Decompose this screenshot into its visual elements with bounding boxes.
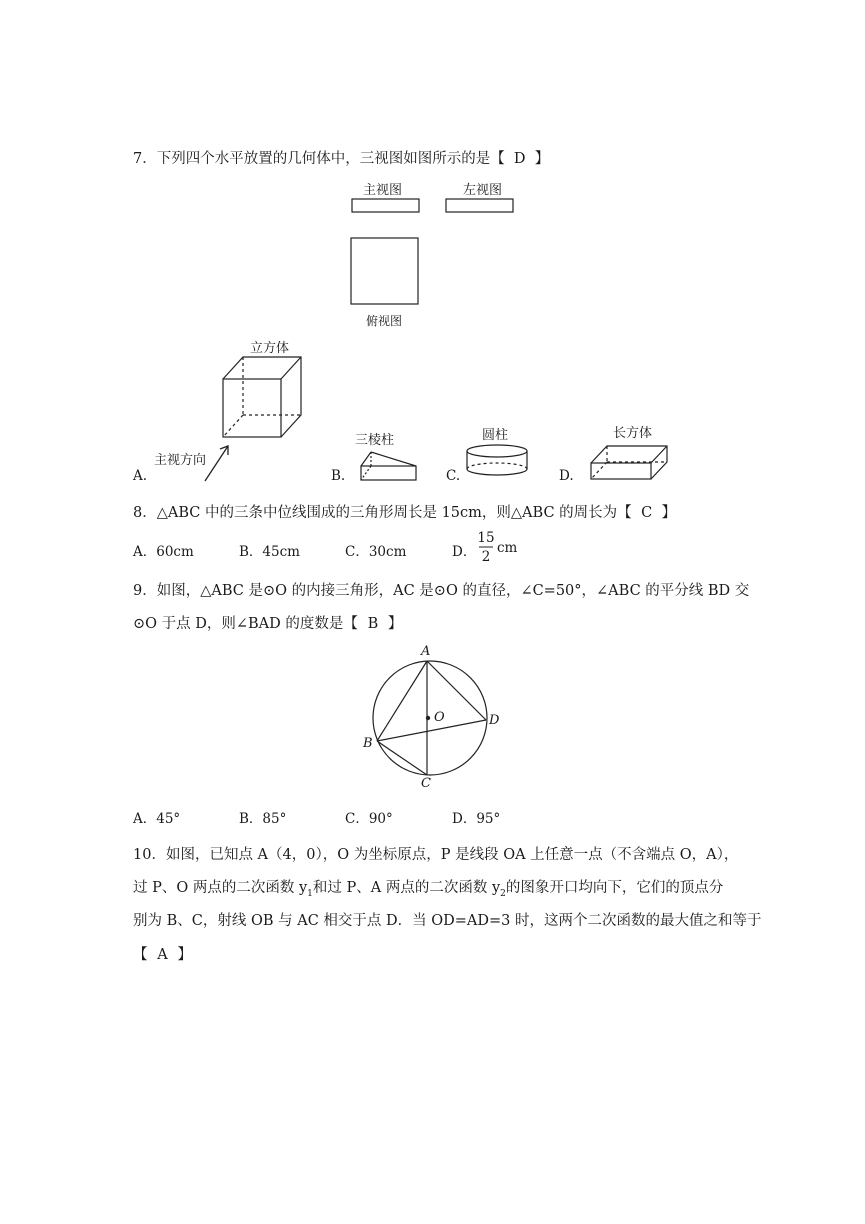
q8-option-b: B．45cm [239, 544, 300, 560]
q9-option-b: B．85° [239, 811, 287, 827]
q8-fraction-num: 15 [477, 530, 495, 546]
cube-figure [223, 357, 301, 437]
q8-option-d-unit: cm [497, 540, 518, 556]
q9-stem-line2: ⊙O 于点 D，则∠BAD 的度数是【 B 】 [133, 616, 403, 632]
prism-label: 三棱柱 [355, 433, 395, 448]
point-c-label: C [421, 776, 431, 791]
q8-option-c: C．30cm [345, 544, 407, 560]
q7-option-d: D. [559, 468, 574, 484]
front-view-rect [352, 199, 419, 212]
center-dot [426, 716, 430, 720]
cylinder-label: 圆柱 [482, 428, 509, 443]
q10-stem-line2: 过 P、O 两点的二次函数 $y_1$和过 P、A 两点的二次函数 $y_2$的图象开口均向下，它们的顶点分 [133, 880, 724, 899]
q8-fraction-den: 2 [481, 549, 491, 565]
view-direction-label: 主视方向 [154, 453, 207, 468]
q7-option-a: A. [133, 468, 148, 484]
q9-stem-line1: 9．如图，△ABC 是⊙O 的内接三角形，AC 是⊙O 的直径，∠C=50°，∠ABC 的平分线 BD 交 [133, 583, 750, 599]
view-direction-arrow [205, 446, 228, 481]
q8-option-d-prefix: D． [452, 544, 477, 560]
q9-option-a: A．45° [133, 811, 181, 827]
left-view-rect [446, 199, 513, 212]
q7-option-c: C. [446, 468, 461, 484]
q10-stem-line4: 【 A 】 [133, 947, 192, 963]
q8-option-a: A．60cm [133, 544, 194, 560]
prism-figure [361, 452, 416, 480]
q10-stem-line3: 别为 B、C，射线 OB 与 AC 相交于点 D．当 OD=AD=3 时，这两个二次函数的最大值之和等于 [133, 913, 762, 929]
q8-answer: C [641, 505, 653, 521]
q7-answer: D [513, 151, 526, 167]
cylinder-figure [467, 445, 527, 475]
cuboid-figure [591, 446, 667, 479]
point-a-label: A [421, 644, 431, 659]
top-view-rect [351, 238, 418, 304]
q10-answer: A [157, 947, 168, 963]
q10-stem-line1: 10．如图，已知点 A（4，0），O 为坐标原点，P 是线段 OA 上任意一点（不含端点 O，A）， [133, 847, 739, 863]
top-view-label: 俯视图 [366, 314, 403, 328]
q9-option-d: D．95° [452, 811, 501, 827]
cuboid-label: 长方体 [613, 426, 653, 441]
q9-option-c: C．90° [345, 811, 393, 827]
cube-label: 立方体 [250, 341, 290, 356]
left-view-label: 左视图 [463, 183, 503, 198]
point-d-label: D [489, 713, 500, 728]
q7-option-b: B. [331, 468, 346, 484]
q7-stem: 7．下列四个水平放置的几何体中，三视图如图所示的是【 D 】 [133, 151, 550, 167]
q8-stem: 8．△ABC 中的三条中位线围成的三角形周长是 15cm，则△ABC 的周长为【 C 】 [133, 505, 677, 521]
front-view-label: 主视图 [363, 183, 403, 198]
q9-answer: B [367, 616, 379, 632]
point-b-label: B [363, 736, 373, 751]
point-o-label: O [434, 710, 445, 725]
